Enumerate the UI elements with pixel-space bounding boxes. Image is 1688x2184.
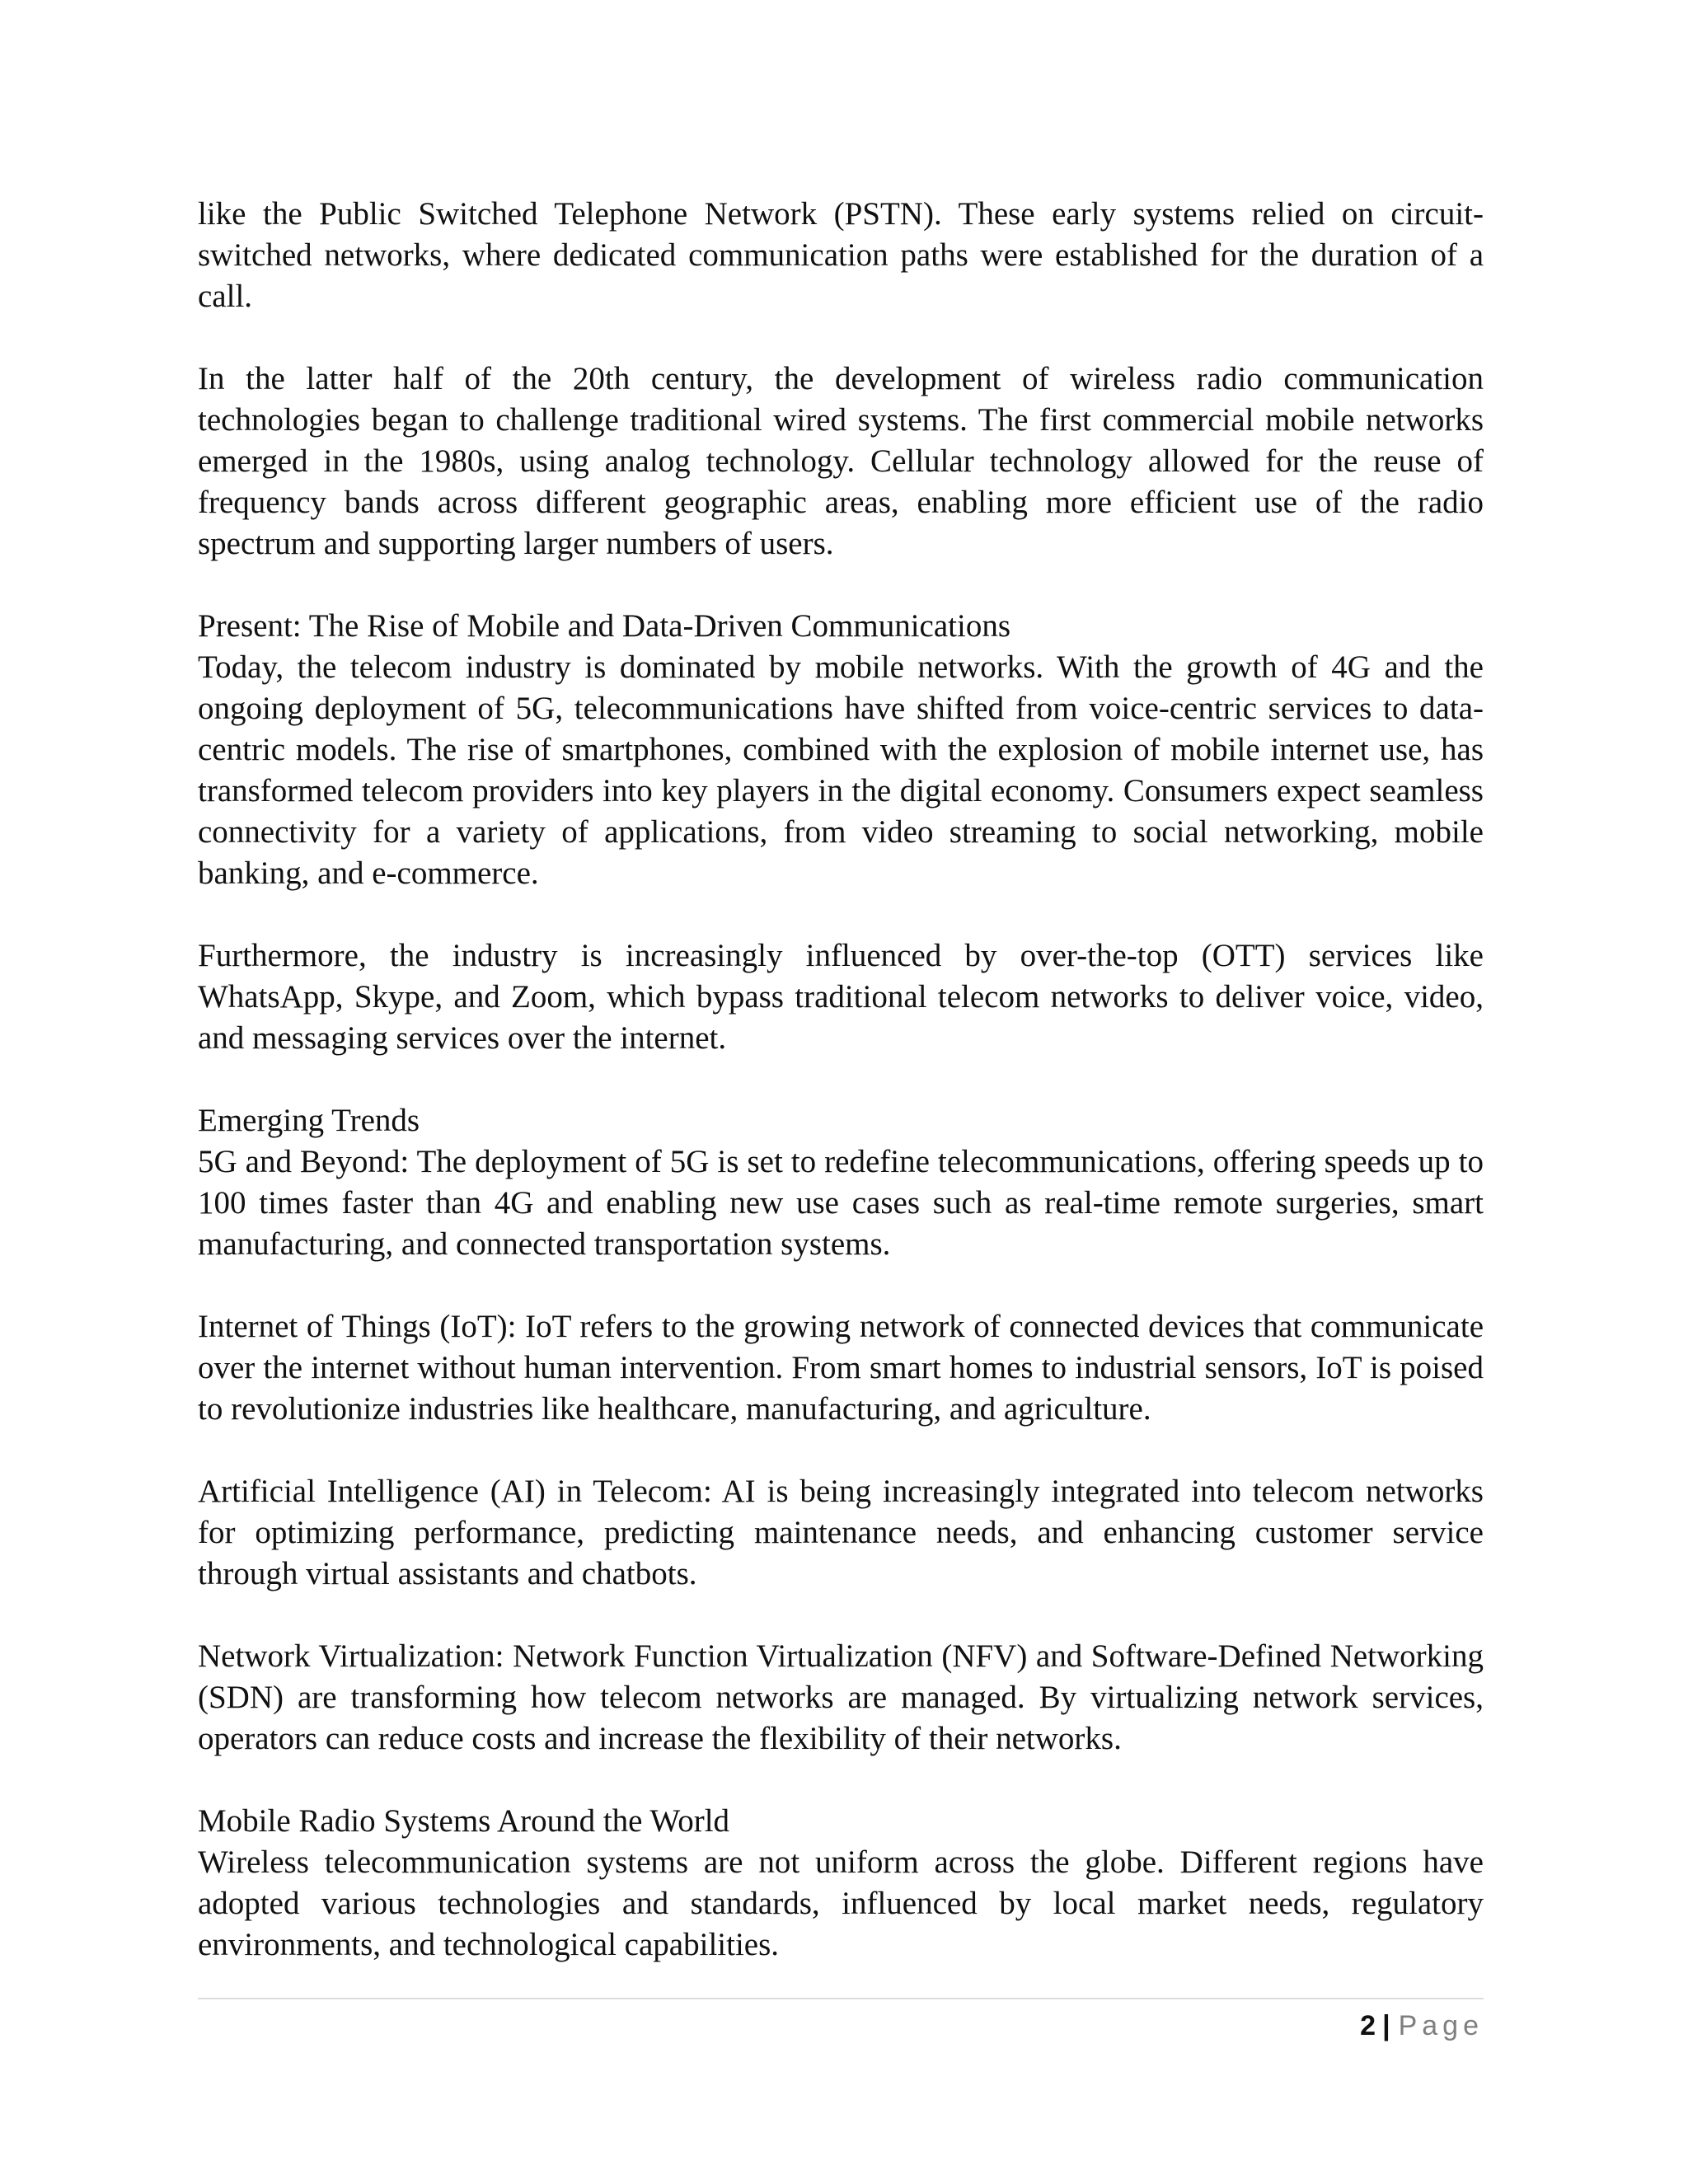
section-heading-mobile-radio: Mobile Radio Systems Around the World xyxy=(198,1803,730,1839)
page-label: Page xyxy=(1398,2010,1484,2041)
paragraph-wireless-systems: Wireless telecommunication systems are not uniform across the globe. Different regions have adopted various technologies and standards, influenced by local market needs, regulatory environments, and technological capabilities. xyxy=(198,1844,1484,1962)
paragraph-mobile-networks: Today, the telecom industry is dominated by mobile networks. With the growth of 4G and the ongoing deployment of 5G, telecommunications have shifted from voice-centric services to data-centric models. The rise of smartphones, combined with the explosion of mobile internet use, has transformed telecom providers into key players in the digital economy. Consumers expect seamless connectivity for a variety of applications, from video streaming to social networking, mobile banking, and e-commerce. xyxy=(198,649,1484,891)
footer-divider xyxy=(198,1998,1484,1999)
page-footer xyxy=(1360,2008,1484,2044)
section-present xyxy=(198,606,1484,894)
paragraph-ott: Furthermore, the industry is increasingly influenced by over-the-top (OTT) services like WhatsApp, Skype, and Zoom, which bypass traditional telecom networks to deliver voice, video, and messaging services over the internet. xyxy=(198,938,1484,1056)
footer-separator: | xyxy=(1382,2010,1390,2041)
page-body xyxy=(198,194,1484,1966)
paragraph-5g: 5G and Beyond: The deployment of 5G is set to redefine telecommunications, offering speeds up to 100 times faster than 4G and enabling new use cases such as real-time remote surgeries, smart manufacturing, and connected transportation systems. xyxy=(198,1144,1484,1262)
paragraph-ai: Artificial Intelligence (AI) in Telecom: AI is being increasingly integrated into telecom networks for optimizing performance, predicting maintenance needs, and enhancing customer service through virtual assistants and chatbots. xyxy=(198,1474,1484,1591)
paragraph-wireless-history: In the latter half of the 20th century, the development of wireless radio communication technologies began to challenge traditional wired systems. The first commercial mobile networks emerged in the 1980s, using analog technology. Cellular technology allowed for the reuse of frequency bands across different geographic areas, enabling more efficient use of the radio spectrum and supporting larger numbers of users. xyxy=(198,361,1484,561)
paragraph-iot: Internet of Things (IoT): IoT refers to the growing network of connected devices that communicate over the internet without human intervention. From smart homes to industrial sensors, IoT is poised to revolutionize industries like healthcare, manufacturing, and agriculture. xyxy=(198,1309,1484,1427)
section-emerging-trends xyxy=(198,1100,1484,1265)
section-heading-present: Present: The Rise of Mobile and Data-Driven Communications xyxy=(198,608,1011,644)
paragraph-network-virtualization: Network Virtualization: Network Function Virtualization (NFV) and Software-Defined Networking (SDN) are transforming how telecom networks are managed. By virtualizing network services, operators can reduce costs and increase the flexibility of their networks. xyxy=(198,1638,1484,1756)
page-number: 2 xyxy=(1360,2010,1376,2041)
paragraph-pstn: like the Public Switched Telephone Network (PSTN). These early systems relied on circuit-switched networks, where dedicated communication paths were established for the duration of a call. xyxy=(198,196,1484,314)
section-heading-emerging-trends: Emerging Trends xyxy=(198,1103,420,1138)
section-mobile-radio xyxy=(198,1801,1484,1966)
